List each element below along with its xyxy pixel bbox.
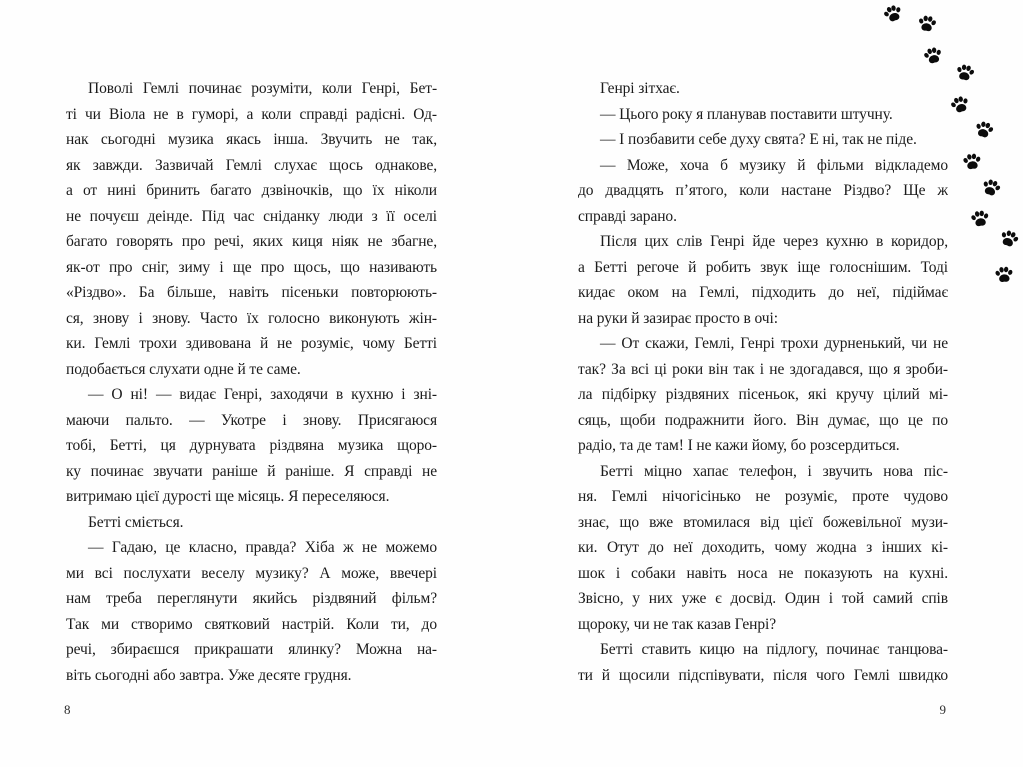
text-line: а Бетті регоче й робить звук іще голоснішим. Тоді bbox=[578, 258, 948, 276]
text-line: справді зарано. bbox=[578, 207, 677, 225]
paw-print-icon bbox=[978, 175, 1003, 200]
book-page-left-text bbox=[66, 76, 437, 688]
text-line: Поволі Гемлі починає розуміти, коли Генрі, Бет- bbox=[88, 80, 437, 97]
text-line: витримаю цієї дурості ще місяць. Я переселяюся. bbox=[66, 488, 390, 505]
text-line: подобається слухати одне й те саме. bbox=[66, 360, 301, 378]
text-line: ла підбірку різдвяних пісеньок, які кручу цілий мі- bbox=[578, 386, 948, 403]
paw-print-icon bbox=[880, 1, 906, 27]
text-line: шок і собаки навіть носа не показують на кухні. bbox=[578, 564, 948, 582]
text-line: до двадцять п’ятого, коли настане Різдво? Ще ж bbox=[578, 182, 948, 199]
text-line: тобі, Бетті, ця дурнувата різдвяна музика щоро- bbox=[66, 437, 437, 454]
text-line: щороку, чи не так казав Генрі? bbox=[578, 615, 776, 633]
paw-print-icon bbox=[961, 151, 983, 173]
text-line: так? За всі ці роки він так і не здогадався, що я зроби- bbox=[578, 360, 948, 378]
text-line: ти й щосили підспівувати, після чого Гемлі швидко bbox=[578, 666, 948, 684]
text-line: нам треба переглянути якийсь різдвяний фільм? bbox=[66, 590, 437, 607]
text-line: ми всі послухати веселу музику? А може, ввечері bbox=[66, 564, 437, 582]
text-line: — Може, хоча б музику й фільми відкладемо bbox=[600, 156, 948, 174]
text-line: Після цих слів Генрі йде через кухню в коридор, bbox=[600, 233, 948, 250]
text-line: — Гадаю, це класно, правда? Хіба ж не можемо bbox=[88, 539, 437, 556]
paw-print-icon bbox=[969, 208, 992, 231]
text-line: ся, знову і знову. Часто їх голосно виконують жін- bbox=[66, 309, 437, 327]
text-line: ня. Гемлі нічогісінько не розуміє, проте чудово bbox=[578, 488, 948, 505]
text-line: Бетті міцно хапає телефон, і звучить нова піс- bbox=[600, 462, 948, 480]
book-page-right-text bbox=[578, 76, 948, 688]
text-line: маючи пальто. — Укотре і знову. Присягаюся bbox=[66, 411, 437, 429]
text-line: речі, збираєшся прикрашати ялинку? Можна на- bbox=[66, 641, 437, 658]
text-line: а от нині бринить багато дзвіночків, що їх ніколи bbox=[66, 182, 437, 199]
text-line: кидає оком на Гемлі, підходить до неї, підіймає bbox=[578, 284, 948, 301]
text-line: — Цього року я планував поставити штучну. bbox=[600, 105, 893, 123]
paw-print-icon bbox=[916, 13, 939, 36]
text-line: не почуєш деінде. Під час сніданку люди з її оселі bbox=[66, 207, 437, 225]
text-line: як завжди. Зазвичай Гемлі слухає щось однакове, bbox=[66, 156, 437, 174]
text-line: знає, що вже втомилася від цієї божевільної музи- bbox=[578, 513, 948, 531]
text-line: ку починає звучати раніше й раніше. Я справді не bbox=[66, 462, 437, 480]
text-line: ті чи Віола не в гуморі, а коли справді радісні. Од- bbox=[66, 105, 437, 123]
paw-print-icon bbox=[996, 226, 1022, 252]
page-number-right: 9 bbox=[939, 702, 946, 717]
text-line: Бетті ставить кицю на підлогу, починає танцюва- bbox=[600, 641, 948, 658]
text-line: — От скажи, Гемлі, Генрі трохи дурненький, чи не bbox=[600, 335, 948, 352]
text-line: «Різдво». Ба більше, навіть пісеньки повторюють- bbox=[66, 284, 437, 301]
text-line: ки. Отут до неї доходить, чому жодна з інших кі- bbox=[578, 539, 948, 556]
text-line: Так ми створимо святковий настрій. Коли ти, до bbox=[66, 615, 437, 633]
paw-print-icon bbox=[972, 118, 996, 142]
text-line: Бетті сміється. bbox=[88, 513, 184, 531]
text-line: — І позбавити себе духу свята? Е ні, так не піде. bbox=[600, 131, 917, 148]
text-line: нак сьогодні музика якась інша. Звучить не так, bbox=[66, 131, 437, 148]
text-line: — О ні! — видає Генрі, заходячи в кухню і зні- bbox=[88, 386, 437, 403]
text-line: Звісно, у них уже є досвід. Один і той самий спів bbox=[578, 590, 948, 607]
paw-print-icon bbox=[921, 44, 945, 68]
paw-print-icon bbox=[993, 264, 1014, 285]
text-line: ки. Гемлі трохи здивована й не розуміє, чому Бетті bbox=[66, 335, 437, 352]
text-line: як-от про сніг, зиму і ще про щось, що називають bbox=[66, 258, 437, 276]
text-line: на руки й зазирає просто в очі: bbox=[578, 309, 778, 327]
text-line: сяць, щоби подражнити його. Він думає, що це по bbox=[578, 411, 948, 429]
paw-print-icon bbox=[947, 92, 972, 117]
text-line: віть сьогодні або завтра. Уже десяте грудня. bbox=[66, 666, 352, 684]
text-line: багато говорять про речі, яких киця ніяк не збагне, bbox=[66, 233, 437, 250]
paw-print-icon bbox=[953, 61, 977, 85]
text-line: Генрі зітхає. bbox=[600, 80, 680, 97]
text-line: радіо, та де там! І не кажи йому, бо розсердиться. bbox=[578, 437, 900, 454]
page-number-left: 8 bbox=[64, 702, 71, 717]
